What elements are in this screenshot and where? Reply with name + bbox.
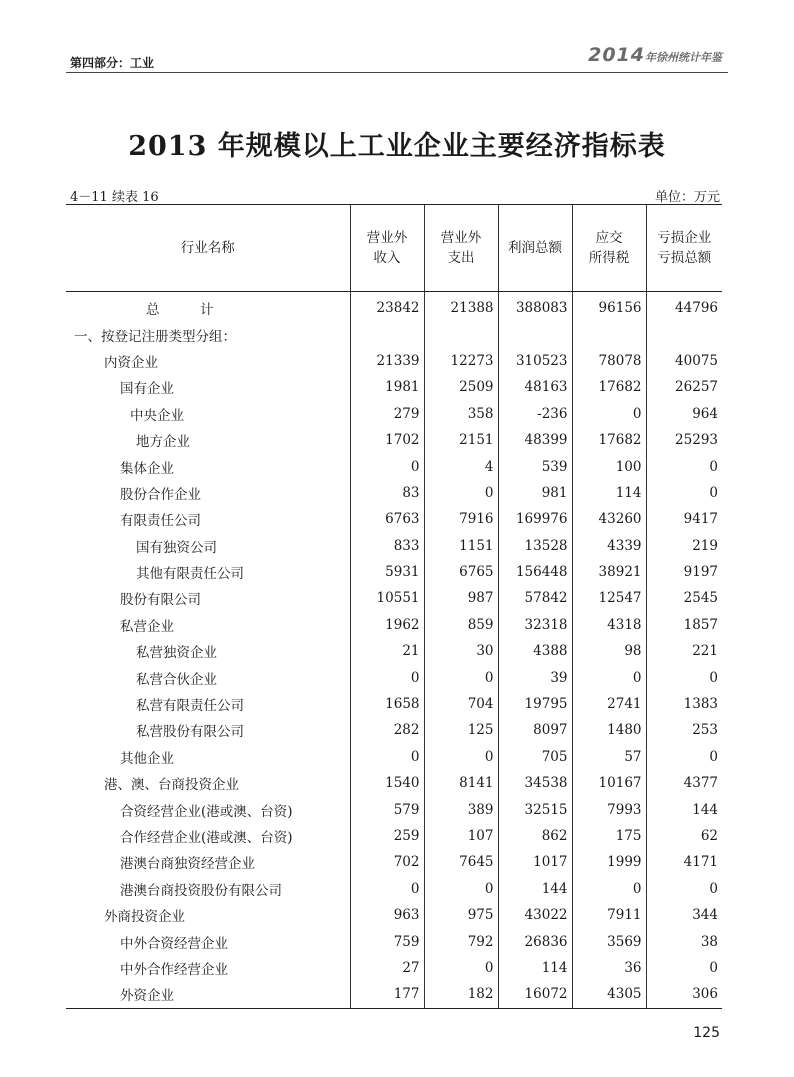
table-row: [66, 559, 722, 585]
value-cell: 39: [498, 664, 572, 690]
value-cell: 2545: [646, 585, 722, 611]
value-cell: 0: [646, 744, 722, 770]
value-cell: 0: [572, 401, 646, 427]
table-row: [66, 902, 722, 928]
value-cell: 7911: [572, 902, 646, 928]
value-cell: 221: [646, 638, 722, 664]
value-cell: 10551: [350, 585, 424, 611]
value-cell: 759: [350, 928, 424, 954]
value-cell: 0: [572, 664, 646, 690]
value-cell: 306: [646, 981, 722, 1008]
value-cell: 1658: [350, 691, 424, 717]
value-cell: 44796: [646, 292, 722, 322]
row-label: 国有企业: [120, 381, 174, 398]
value-cell: 43022: [498, 902, 572, 928]
value-cell: 1999: [572, 849, 646, 875]
row-label: 外资企业: [66, 981, 350, 1008]
table-row: [66, 374, 722, 400]
row-label: 有限责任公司: [120, 513, 201, 530]
value-cell: 17682: [572, 427, 646, 453]
value-cell: 38: [646, 928, 722, 954]
value-cell: 21: [350, 638, 424, 664]
row-label: 股份有限公司: [120, 592, 201, 609]
table-row: [66, 691, 722, 717]
value-cell: 17682: [572, 374, 646, 400]
column-header-industry-name: 行业名称: [66, 205, 350, 292]
value-cell: 4339: [572, 533, 646, 559]
value-cell: 107: [424, 823, 498, 849]
section-header: 第四部分：工业: [70, 56, 155, 70]
value-cell: 30: [424, 638, 498, 664]
column-header-total-losses: 亏损企业 亏损总额: [646, 205, 722, 292]
column-header-non-operating-income: 营业外 收入: [350, 205, 424, 292]
value-cell: 10167: [572, 770, 646, 796]
value-cell: 2151: [424, 427, 498, 453]
value-cell: 83: [350, 480, 424, 506]
value-cell: [646, 321, 722, 347]
value-cell: 43260: [572, 506, 646, 532]
value-cell: 279: [350, 401, 424, 427]
value-cell: 182: [424, 981, 498, 1008]
value-cell: 358: [424, 401, 498, 427]
table-row: [66, 981, 722, 1008]
value-cell: 48399: [498, 427, 572, 453]
value-cell: 4305: [572, 981, 646, 1008]
value-cell: 1017: [498, 849, 572, 875]
column-header-non-operating-expense: 营业外 支出: [424, 205, 498, 292]
table-row: [66, 638, 722, 664]
value-cell: 6763: [350, 506, 424, 532]
row-label: 私营企业: [120, 618, 174, 635]
table-header-row: [66, 205, 722, 292]
value-cell: 579: [350, 796, 424, 822]
value-cell: 9197: [646, 559, 722, 585]
value-cell: 26257: [646, 374, 722, 400]
value-cell: 32318: [498, 612, 572, 638]
value-cell: 40075: [646, 348, 722, 374]
value-cell: 963: [350, 902, 424, 928]
value-cell: 0: [350, 664, 424, 690]
value-cell: 27: [350, 955, 424, 981]
value-cell: 16072: [498, 981, 572, 1008]
value-cell: 1540: [350, 770, 424, 796]
row-label: 港澳台商投资股份有限公司: [120, 882, 282, 899]
table-number: 4－11 续表 16: [70, 190, 159, 205]
row-label: 私营有限责任公司: [136, 698, 244, 715]
value-cell: 219: [646, 533, 722, 559]
value-cell: 975: [424, 902, 498, 928]
table-row: [66, 480, 722, 506]
table-row: [66, 849, 722, 875]
value-cell: 310523: [498, 348, 572, 374]
value-cell: 32515: [498, 796, 572, 822]
value-cell: 0: [424, 480, 498, 506]
value-cell: 702: [350, 849, 424, 875]
yearbook-header: [588, 44, 722, 66]
table-row: [66, 292, 722, 322]
row-label: 私营股份有限公司: [136, 724, 244, 741]
value-cell: 177: [350, 981, 424, 1008]
table-row: [66, 955, 722, 981]
row-label: 一、按登记注册类型分组：: [74, 328, 236, 345]
table-row: [66, 876, 722, 902]
value-cell: 253: [646, 717, 722, 743]
value-cell: 705: [498, 744, 572, 770]
value-cell: 98: [572, 638, 646, 664]
table-row: [66, 427, 722, 453]
value-cell: -236: [498, 401, 572, 427]
value-cell: 175: [572, 823, 646, 849]
value-cell: 389: [424, 796, 498, 822]
indicator-table: [66, 204, 722, 1009]
row-label: 合资经营企业(港或澳、台资): [120, 803, 293, 820]
table-row: [66, 928, 722, 954]
value-cell: 13528: [498, 533, 572, 559]
value-cell: 100: [572, 453, 646, 479]
value-cell: 987: [424, 585, 498, 611]
value-cell: 4388: [498, 638, 572, 664]
value-cell: 114: [572, 480, 646, 506]
unit-label: 单位：万元: [654, 190, 720, 205]
table-row: [66, 796, 722, 822]
value-cell: 862: [498, 823, 572, 849]
value-cell: 1857: [646, 612, 722, 638]
column-header-total-profit: 利润总额: [498, 205, 572, 292]
table-row: [66, 612, 722, 638]
value-cell: 8097: [498, 717, 572, 743]
row-label: 合作经营企业(港或澳、台资): [120, 830, 293, 846]
value-cell: 388083: [498, 292, 572, 322]
value-cell: 7993: [572, 796, 646, 822]
value-cell: 981: [498, 480, 572, 506]
table-row: [66, 770, 722, 796]
value-cell: 57842: [498, 585, 572, 611]
value-cell: 0: [424, 955, 498, 981]
value-cell: [350, 321, 424, 347]
value-cell: 21388: [424, 292, 498, 322]
value-cell: 4: [424, 453, 498, 479]
value-cell: 38921: [572, 559, 646, 585]
row-label: 其他企业: [120, 750, 174, 767]
row-label: 其他有限责任公司: [136, 566, 244, 583]
value-cell: 23842: [350, 292, 424, 322]
value-cell: [498, 321, 572, 347]
value-cell: 8141: [424, 770, 498, 796]
value-cell: 792: [424, 928, 498, 954]
value-cell: 0: [646, 453, 722, 479]
value-cell: 7645: [424, 849, 498, 875]
value-cell: 704: [424, 691, 498, 717]
value-cell: 0: [646, 664, 722, 690]
value-cell: 859: [424, 612, 498, 638]
table-row: [66, 506, 722, 532]
row-label: 港、澳、台商投资企业: [104, 777, 239, 794]
value-cell: 96156: [572, 292, 646, 322]
value-cell: 2741: [572, 691, 646, 717]
table-row: [66, 823, 722, 849]
table-row: [66, 585, 722, 611]
value-cell: 1981: [350, 374, 424, 400]
page-number: 125: [693, 1025, 720, 1041]
value-cell: 57: [572, 744, 646, 770]
table-body: [66, 292, 722, 1009]
value-cell: 0: [646, 480, 722, 506]
value-cell: 25293: [646, 427, 722, 453]
value-cell: 144: [498, 876, 572, 902]
row-label: 外商投资企业: [104, 909, 185, 926]
value-cell: 4171: [646, 849, 722, 875]
row-label: 港澳台商独资经营企业: [120, 856, 255, 873]
value-cell: 344: [646, 902, 722, 928]
value-cell: 12273: [424, 348, 498, 374]
yearbook-name: 年徐州统计年鉴: [645, 51, 722, 64]
value-cell: 48163: [498, 374, 572, 400]
value-cell: [572, 321, 646, 347]
table-row: [66, 348, 722, 374]
row-label: 国有独资公司: [136, 539, 217, 556]
row-label: 总 计: [146, 302, 214, 319]
row-label: 中外合资经营企业: [120, 935, 228, 952]
value-cell: 34538: [498, 770, 572, 796]
row-label: 地方企业: [136, 434, 190, 451]
value-cell: 833: [350, 533, 424, 559]
value-cell: 2509: [424, 374, 498, 400]
value-cell: 259: [350, 823, 424, 849]
row-label: 内资企业: [104, 354, 158, 371]
value-cell: 0: [424, 876, 498, 902]
table-row: [66, 744, 722, 770]
value-cell: 12547: [572, 585, 646, 611]
column-header-income-tax: 应交 所得税: [572, 205, 646, 292]
page-title: 2013 年规模以上工业企业主要经济指标表: [128, 131, 666, 162]
value-cell: [424, 321, 498, 347]
yearbook-year: 2014: [588, 44, 645, 66]
value-cell: 7916: [424, 506, 498, 532]
table-row: [66, 664, 722, 690]
row-label: 私营合伙企业: [136, 671, 217, 688]
header-divider: [66, 72, 728, 73]
row-label: 中央企业: [130, 407, 184, 424]
value-cell: 5931: [350, 559, 424, 585]
value-cell: 4377: [646, 770, 722, 796]
value-cell: 0: [350, 744, 424, 770]
value-cell: 0: [350, 453, 424, 479]
value-cell: 1702: [350, 427, 424, 453]
table-row: [66, 453, 722, 479]
value-cell: 144: [646, 796, 722, 822]
value-cell: 125: [424, 717, 498, 743]
row-label: 股份合作企业: [120, 486, 201, 503]
value-cell: 0: [646, 876, 722, 902]
table-row: [66, 321, 722, 347]
value-cell: 964: [646, 401, 722, 427]
value-cell: 19795: [498, 691, 572, 717]
value-cell: 156448: [498, 559, 572, 585]
value-cell: 9417: [646, 506, 722, 532]
value-cell: 1962: [350, 612, 424, 638]
value-cell: 0: [424, 664, 498, 690]
value-cell: 114: [498, 955, 572, 981]
table-row: [66, 717, 722, 743]
value-cell: 539: [498, 453, 572, 479]
table-row: [66, 401, 722, 427]
value-cell: 6765: [424, 559, 498, 585]
value-cell: 0: [424, 744, 498, 770]
row-label: 中外合作经营企业: [120, 961, 228, 978]
value-cell: 0: [350, 876, 424, 902]
table-row: [66, 533, 722, 559]
value-cell: 21339: [350, 348, 424, 374]
value-cell: 26836: [498, 928, 572, 954]
value-cell: 0: [572, 876, 646, 902]
row-label: 集体企业: [120, 460, 174, 477]
value-cell: 1480: [572, 717, 646, 743]
value-cell: 169976: [498, 506, 572, 532]
value-cell: 36: [572, 955, 646, 981]
row-label: 私营独资企业: [136, 645, 217, 662]
value-cell: 282: [350, 717, 424, 743]
value-cell: 78078: [572, 348, 646, 374]
value-cell: 3569: [572, 928, 646, 954]
value-cell: 62: [646, 823, 722, 849]
value-cell: 1151: [424, 533, 498, 559]
value-cell: 4318: [572, 612, 646, 638]
value-cell: 0: [646, 955, 722, 981]
value-cell: 1383: [646, 691, 722, 717]
